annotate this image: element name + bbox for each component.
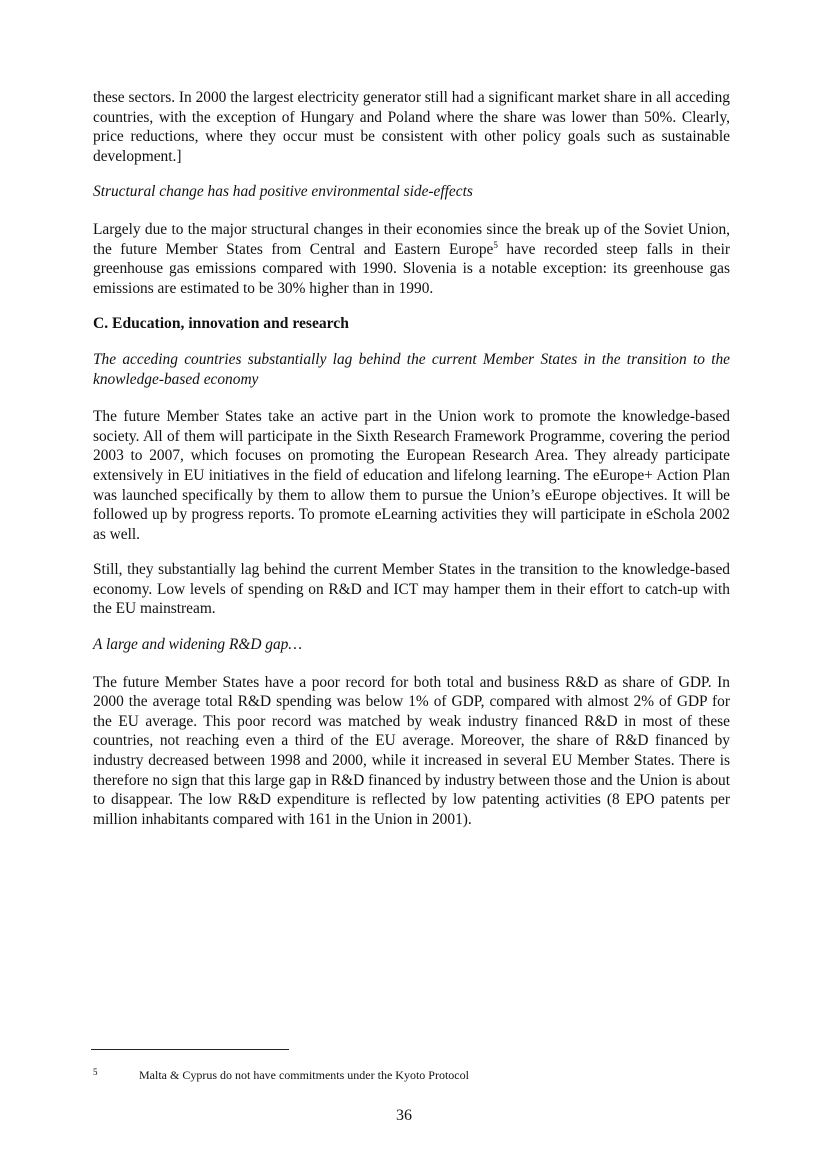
- footnote-divider: [91, 1049, 289, 1050]
- paragraph-energy-markets: these sectors. In 2000 the largest electricity generator still had a significant market share in all acceding countries, with the exception of Hungary and Poland where the share was lower than 50%. Clearly, price reductions, where they occur must be consistent with other policy goals such as sustainable development.]: [93, 89, 730, 165]
- footnote-text: Malta & Cyprus do not have commitments under the Kyoto Protocol: [139, 1068, 469, 1082]
- heading-knowledge-economy: The acceding countries substantially lag behind the current Member States in the transition to the knowledge-based economy: [93, 350, 730, 388]
- paragraph-emissions-part2: have recorded steep falls in their greenhouse gas emissions compared with 1990. Slovenia is a notable exception: its greenhouse gas emissions are estimated to be 30% higher than in 1990.: [93, 240, 730, 297]
- paragraph-emissions-part1: Largely due to the major structural changes in their economies since the break up of the Soviet Union, the future Member States from Central and Eastern Europe: [93, 220, 730, 258]
- paragraph-participation: The future Member States take an active part in the Union work to promote the knowledge-based society. All of them will participate in the Sixth Research Framework Programme, covering the period 2003 to 2007, which focuses on promoting the European Research Area. They already participate extensively in EU initiatives in the field of education and lifelong learning. The eEurope+ Action Plan was launched specifically by them to allow them to pursue the Union’s eEurope objectives. It will be followed up by progress reports. To promote eLearning activities they will participate in eSchola 2002 as well.: [93, 408, 730, 543]
- paragraph-emissions: [93, 220, 730, 298]
- page-number: 36: [396, 1107, 412, 1124]
- section-heading-education: C. Education, innovation and research: [93, 315, 349, 333]
- document-body: [93, 88, 730, 845]
- paragraph-rd-record: The future Member States have a poor record for both total and business R&D as share of GDP. In 2000 the average total R&D spending was below 1% of GDP, compared with almost 2% of GDP for the EU average. This poor record was matched by weak industry financed R&D in most of these countries, not reaching even a third of the EU average. Moreover, the share of R&D financed by industry decreased between 1998 and 2000, while it increased in several EU Member States. There is therefore no sign that this large gap in R&D financed by industry between those and the Union is about to disappear. The low R&D expenditure is reflected by low patenting activities (8 EPO patents per million inhabitants compared with 161 in the Union in 2001).: [93, 673, 730, 828]
- heading-structural-change: Structural change has had positive environmental side-effects: [93, 183, 473, 201]
- heading-rd-gap: A large and widening R&D gap…: [93, 636, 303, 654]
- footnote-ref-5[interactable]: 5: [493, 239, 498, 250]
- paragraph-lag: Still, they substantially lag behind the current Member States in the transition to the knowledge-based economy. Low levels of spending on R&D and ICT may hamper them in their effort to catch-up with the EU mainstream.: [93, 561, 730, 618]
- footnote-number: 5: [93, 1067, 98, 1077]
